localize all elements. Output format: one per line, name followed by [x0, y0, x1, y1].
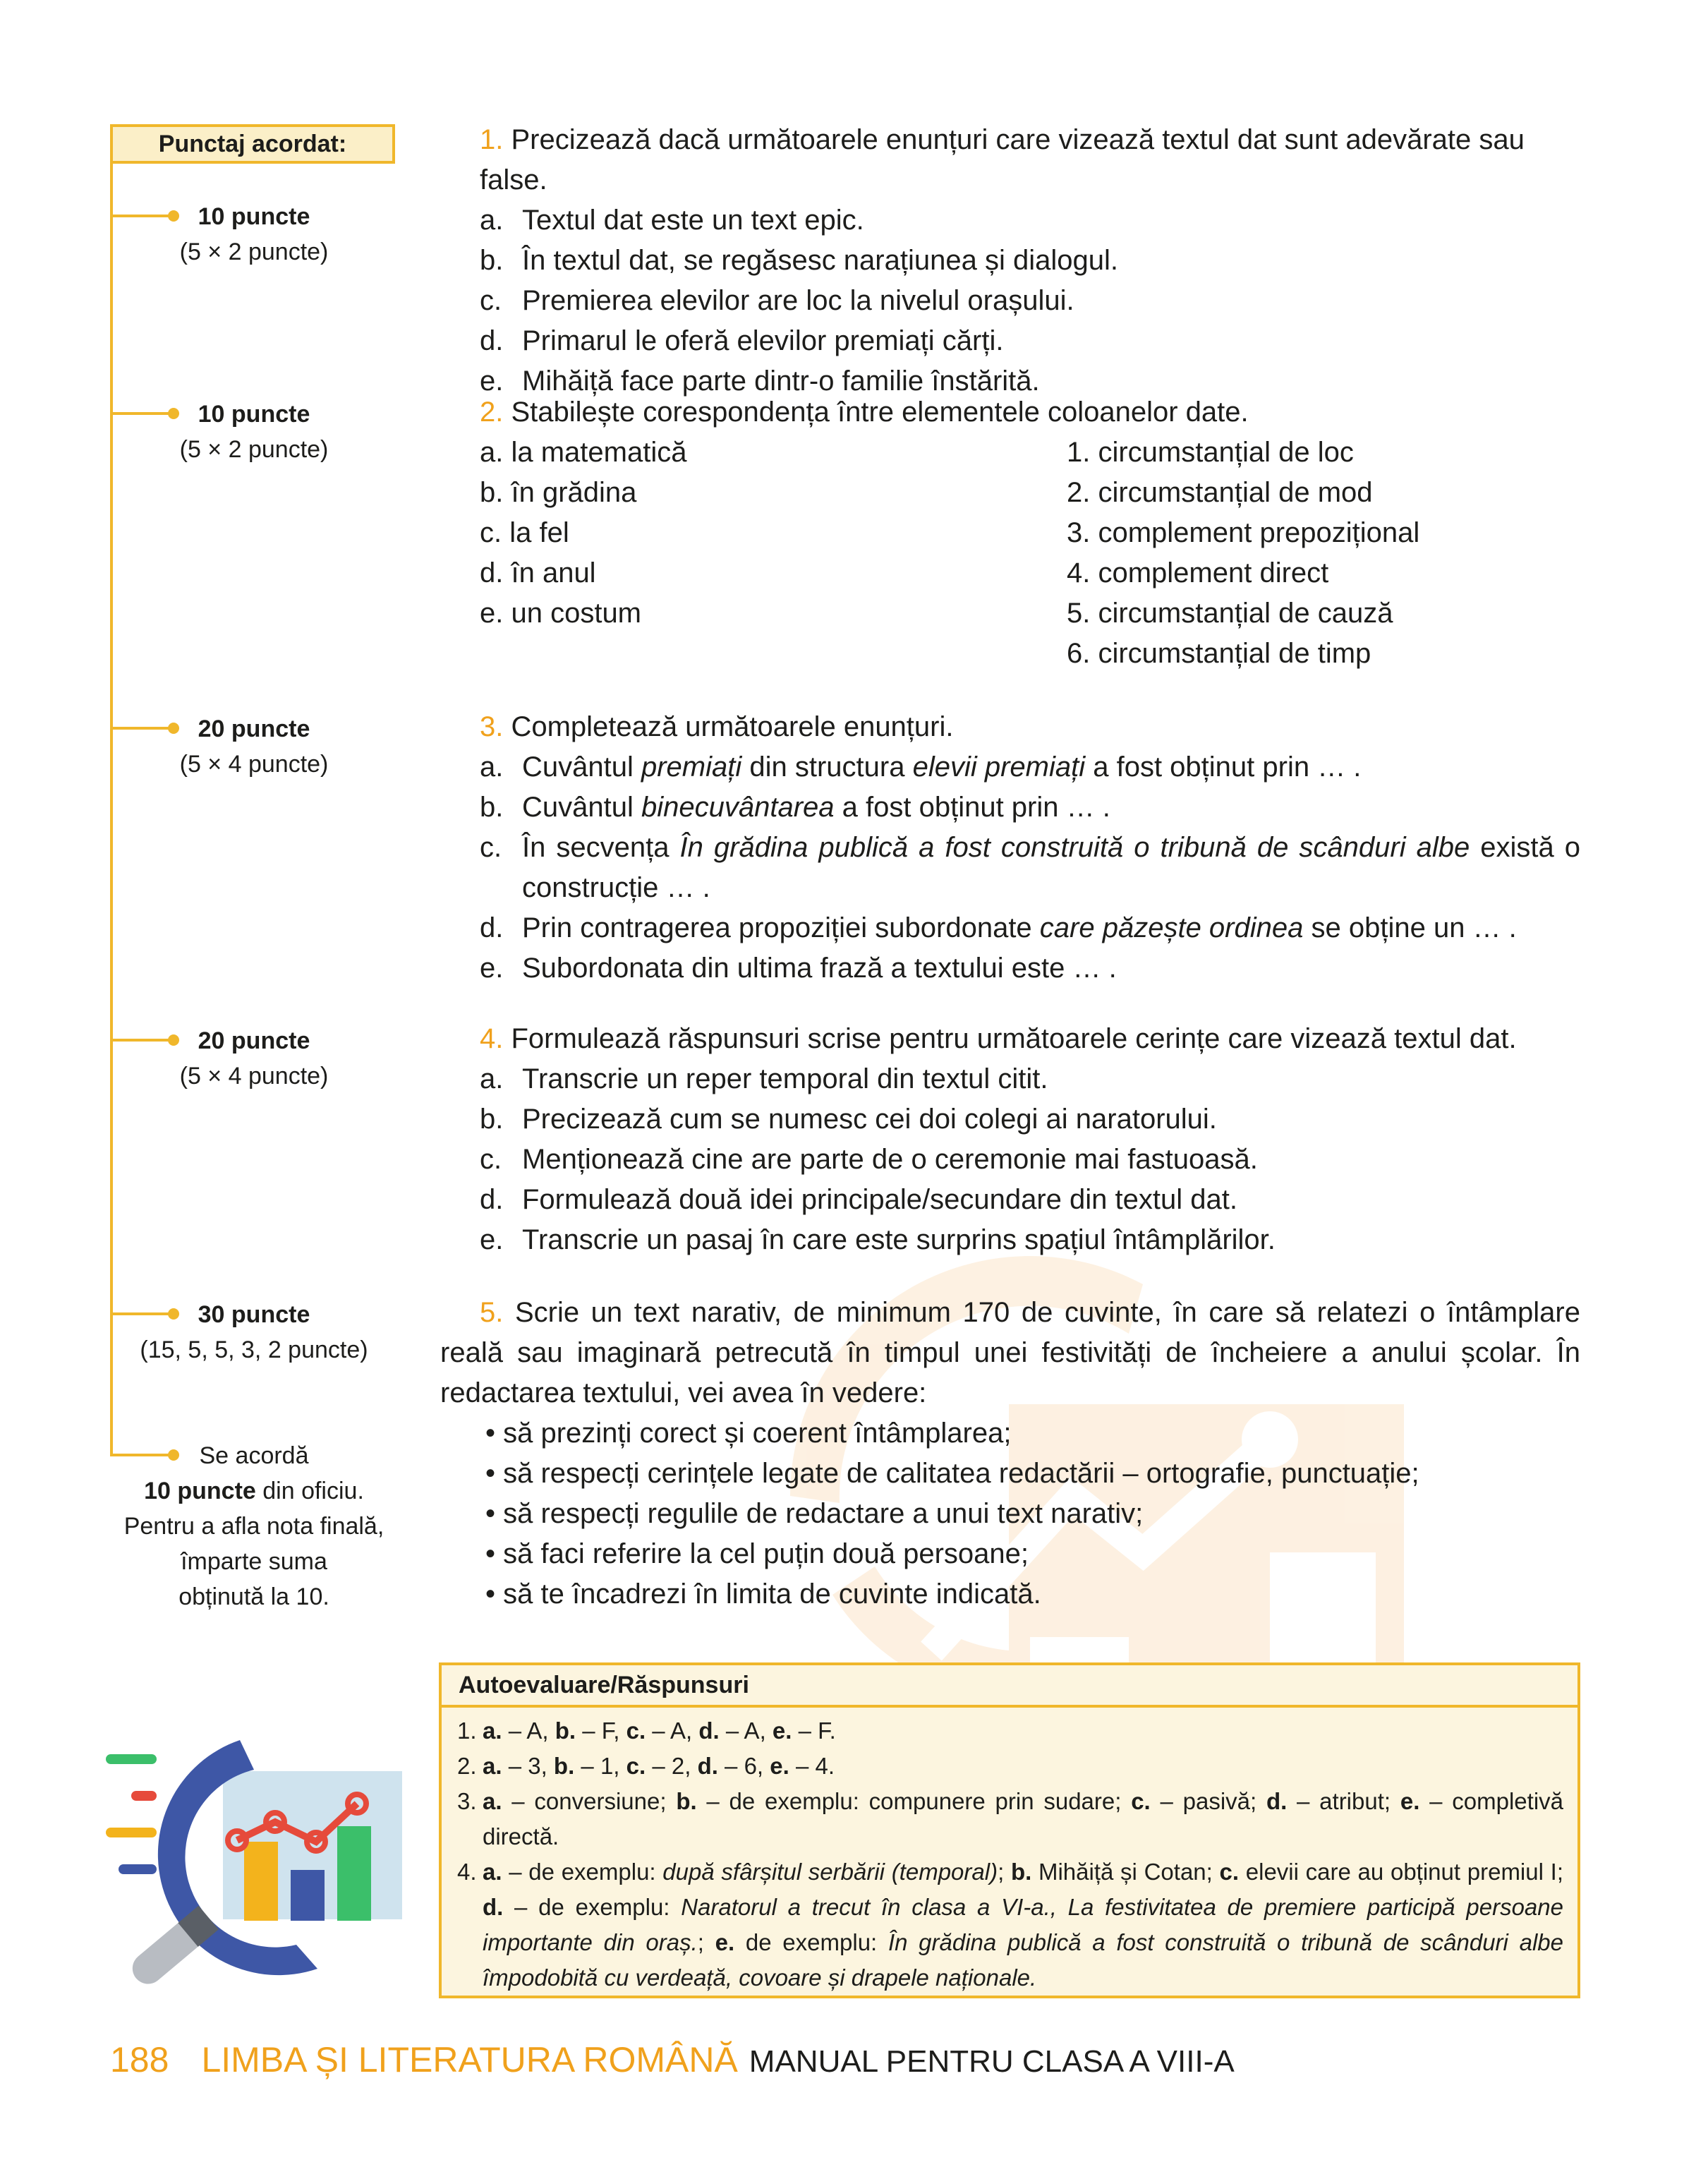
q1-item-e: e. Mihăiță face parte dintr-o familie înstărită. — [480, 366, 1040, 397]
answer-number: 3. — [457, 1788, 477, 1814]
q5-bullet: • să prezinți corect și coerent întâmplarea; — [485, 1418, 1012, 1449]
answer-text: e. — [770, 1753, 789, 1779]
q3-item-e: e. Subordonata din ultima frază a textului este … . — [480, 953, 1117, 984]
q5-bullet: • să respecți regulile de redactare a unui text narativ; — [485, 1498, 1144, 1529]
q1-item-b: b. În textul dat, se regăsesc narațiunea și dialogul. — [480, 245, 1118, 276]
q2-right-item: 5. circumstanțial de cauză — [1067, 598, 1393, 629]
page-footer — [110, 2035, 1235, 2087]
q2-right-item: 2. circumstanțial de mod — [1067, 477, 1373, 508]
answer-text: d. — [1266, 1788, 1288, 1814]
answer-text: c. — [626, 1718, 646, 1744]
answer-text: – pasivă; — [1150, 1788, 1266, 1814]
q4-item-b: b. Precizează cum se numesc cei doi colegi ai naratorului. — [480, 1104, 1217, 1135]
answer-text: – 2, — [646, 1753, 698, 1779]
answer-3 — [457, 1784, 1563, 1854]
question-2-prompt: 2. Stabilește corespondența între elementele coloanelor date. — [480, 397, 1249, 428]
score-item-2: 10 puncte (5 × 2 puncte) — [179, 401, 329, 463]
answer-text: – F, — [576, 1718, 626, 1744]
answer-text: a. — [483, 1718, 502, 1744]
q4-item-a: a. Transcrie un reper temporal din textul citit. — [480, 1063, 1048, 1094]
answer-text: ; — [697, 1929, 715, 1955]
answer-text: – 6, — [717, 1753, 770, 1779]
answer-text: e. — [772, 1718, 792, 1744]
q2-left-item: d. în anul — [480, 557, 596, 588]
answer-text: d. — [697, 1753, 718, 1779]
answer-4 — [457, 1854, 1563, 1996]
answer-text: d. — [698, 1718, 720, 1744]
answer-text: b. — [553, 1753, 575, 1779]
answer-text: b. — [1010, 1859, 1032, 1885]
question-4 — [480, 1019, 1580, 1260]
score-item-4: 20 puncte (5 × 4 puncte) — [179, 1027, 329, 1089]
answer-text: – A, — [502, 1718, 555, 1744]
answer-text: Mihăiță și Cotan; — [1031, 1859, 1220, 1885]
q2-right-column — [1067, 433, 1603, 674]
q4-item-e: e. Transcrie un pasaj în care este surprins spațiul întâmplărilor. — [480, 1224, 1276, 1255]
answer-text: Naratorul a trecut în clasa a VI-a., La festivitatea de premiere participă persoane importante din oraș. — [483, 1894, 1563, 1955]
answer-text: a. — [483, 1753, 502, 1779]
answer-text: În grădina publică a fost construită o tribună de scânduri albe împodobită cu verdeață, covoare și drapele naționale. — [483, 1929, 1563, 1991]
q2-left-item: e. un costum — [480, 598, 642, 629]
q2-left-item: c. la fel — [480, 517, 569, 548]
q2-right-item: 4. complement direct — [1067, 557, 1329, 588]
answer-text: b. — [555, 1718, 576, 1744]
q3-item-b: b. Cuvântul binecuvântarea a fost obținut prin … . — [480, 792, 1110, 823]
subject-title: LIMBA ȘI LITERATURA ROMÂNĂ — [201, 2040, 738, 2080]
q3-item-c: c. În secvența În grădina publică a fost construită o tribună de scânduri albe există o construcție … . — [480, 832, 1581, 903]
q1-item-d: d. Primarul le oferă elevilor premiați cărți. — [480, 325, 1004, 356]
answer-number: 4. — [457, 1859, 477, 1885]
q1-item-c: c. Premierea elevilor are loc la nivelul orașului. — [480, 285, 1074, 316]
answer-text: – 1, — [574, 1753, 626, 1779]
self-assessment-box — [439, 1662, 1580, 1998]
score-item-5: 30 puncte (15, 5, 5, 3, 2 puncte) — [140, 1301, 368, 1363]
q4-item-c: c. Menționează cine are parte de o ceremonie mai fastuoasă. — [480, 1144, 1258, 1175]
score-timeline — [110, 164, 113, 1455]
answer-number: 2. — [457, 1753, 477, 1779]
answer-2 — [457, 1749, 1563, 1784]
answer-text: a. — [483, 1859, 502, 1885]
score-header: Punctaj acordat: — [110, 124, 395, 164]
answer-text: – 4. — [789, 1753, 835, 1779]
question-3 — [480, 707, 1580, 989]
manual-title: MANUAL PENTRU CLASA A VIII-A — [749, 2044, 1235, 2079]
answer-text: – A, — [646, 1718, 699, 1744]
score-item-3: 20 puncte (5 × 4 puncte) — [179, 716, 329, 778]
question-5 — [440, 1293, 1580, 1614]
self-assessment-title: Autoevaluare/Răspunsuri — [442, 1665, 1577, 1708]
magnifier-chart-icon — [106, 1736, 409, 2004]
q2-left-column — [480, 433, 1058, 634]
answer-text: e. — [715, 1929, 735, 1955]
answer-text: – de exemplu: — [502, 1859, 663, 1885]
question-1-prompt: 1. Precizează dacă următoarele enunțuri care vizează textul dat sunt adevărate sau false. — [480, 124, 1525, 195]
question-1 — [480, 120, 1580, 402]
q5-bullet: • să faci referire la cel puțin două persoane; — [485, 1538, 1029, 1569]
answer-text: c. — [1219, 1859, 1240, 1885]
answer-text: – A, — [719, 1718, 773, 1744]
q2-right-item: 1. circumstanțial de loc — [1067, 437, 1354, 468]
question-3-prompt: 3. Completează următoarele enunțuri. — [480, 711, 954, 742]
score-final-note: Se acordă 10 puncte din oficiu. Pentru a afla nota finală, împarte suma obținută la 10. — [123, 1442, 384, 1610]
answer-number: 1. — [457, 1718, 477, 1744]
answer-text: ; — [998, 1859, 1011, 1885]
answer-text: b. — [676, 1788, 697, 1814]
question-2 — [480, 392, 1580, 674]
answer-text: – de exemplu: — [503, 1894, 682, 1920]
q2-right-item: 3. complement prepozițional — [1067, 517, 1420, 548]
answer-text: – conversiune; — [502, 1788, 677, 1814]
answer-text: – F. — [792, 1718, 836, 1744]
page-number: 188 — [110, 2040, 169, 2080]
question-4-prompt: 4. Formulează răspunsuri scrise pentru următoarele cerințe care vizează textul dat. — [480, 1023, 1517, 1054]
answer-text: după sfârșitul serbării (temporal) — [662, 1859, 998, 1885]
q2-left-item: b. în grădina — [480, 477, 637, 508]
q5-bullet: • să respecți cerințele legate de calitatea redactării – ortografie, punctuație; — [485, 1458, 1419, 1489]
answer-text: elevii care au obținut premiul I; — [1239, 1859, 1563, 1885]
answer-text: – de exemplu: compunere prin sudare; — [696, 1788, 1132, 1814]
score-item-1: 10 puncte (5 × 2 puncte) — [179, 203, 329, 265]
q1-item-a: a. Textul dat este un text epic. — [480, 205, 864, 236]
q3-item-d: d. Prin contragerea propoziției subordonate care păzește ordinea se obține un … . — [480, 912, 1517, 943]
q3-item-a: a. Cuvântul premiați din structura elevii premiați a fost obținut prin … . — [480, 751, 1362, 783]
answer-text: – completivă directă. — [483, 1788, 1564, 1849]
answer-1 — [457, 1713, 1563, 1749]
answer-text: c. — [626, 1753, 646, 1779]
answer-text: d. — [483, 1894, 504, 1920]
question-5-prompt: 5. Scrie un text narativ, de minimum 170 de cuvinte, în care să relatezi o întâmplare reală sau imaginară petrecută în timpul unei festivități de încheiere a anului școlar. În redactarea textului, vei avea în vedere: — [440, 1297, 1580, 1408]
answer-text: a. — [483, 1788, 502, 1814]
answer-text: – atribut; — [1287, 1788, 1400, 1814]
answer-text: c. — [1131, 1788, 1151, 1814]
answer-text: de exemplu: — [734, 1929, 888, 1955]
q4-item-d: d. Formulează două idei principale/secundare din textul dat. — [480, 1184, 1237, 1215]
q2-left-item: a. la matematică — [480, 437, 687, 468]
q2-right-item: 6. circumstanțial de timp — [1067, 638, 1371, 669]
answer-text: e. — [1400, 1788, 1420, 1814]
q5-bullet: • să te încadrezi în limita de cuvinte indicată. — [485, 1579, 1041, 1610]
answer-text: – 3, — [502, 1753, 554, 1779]
